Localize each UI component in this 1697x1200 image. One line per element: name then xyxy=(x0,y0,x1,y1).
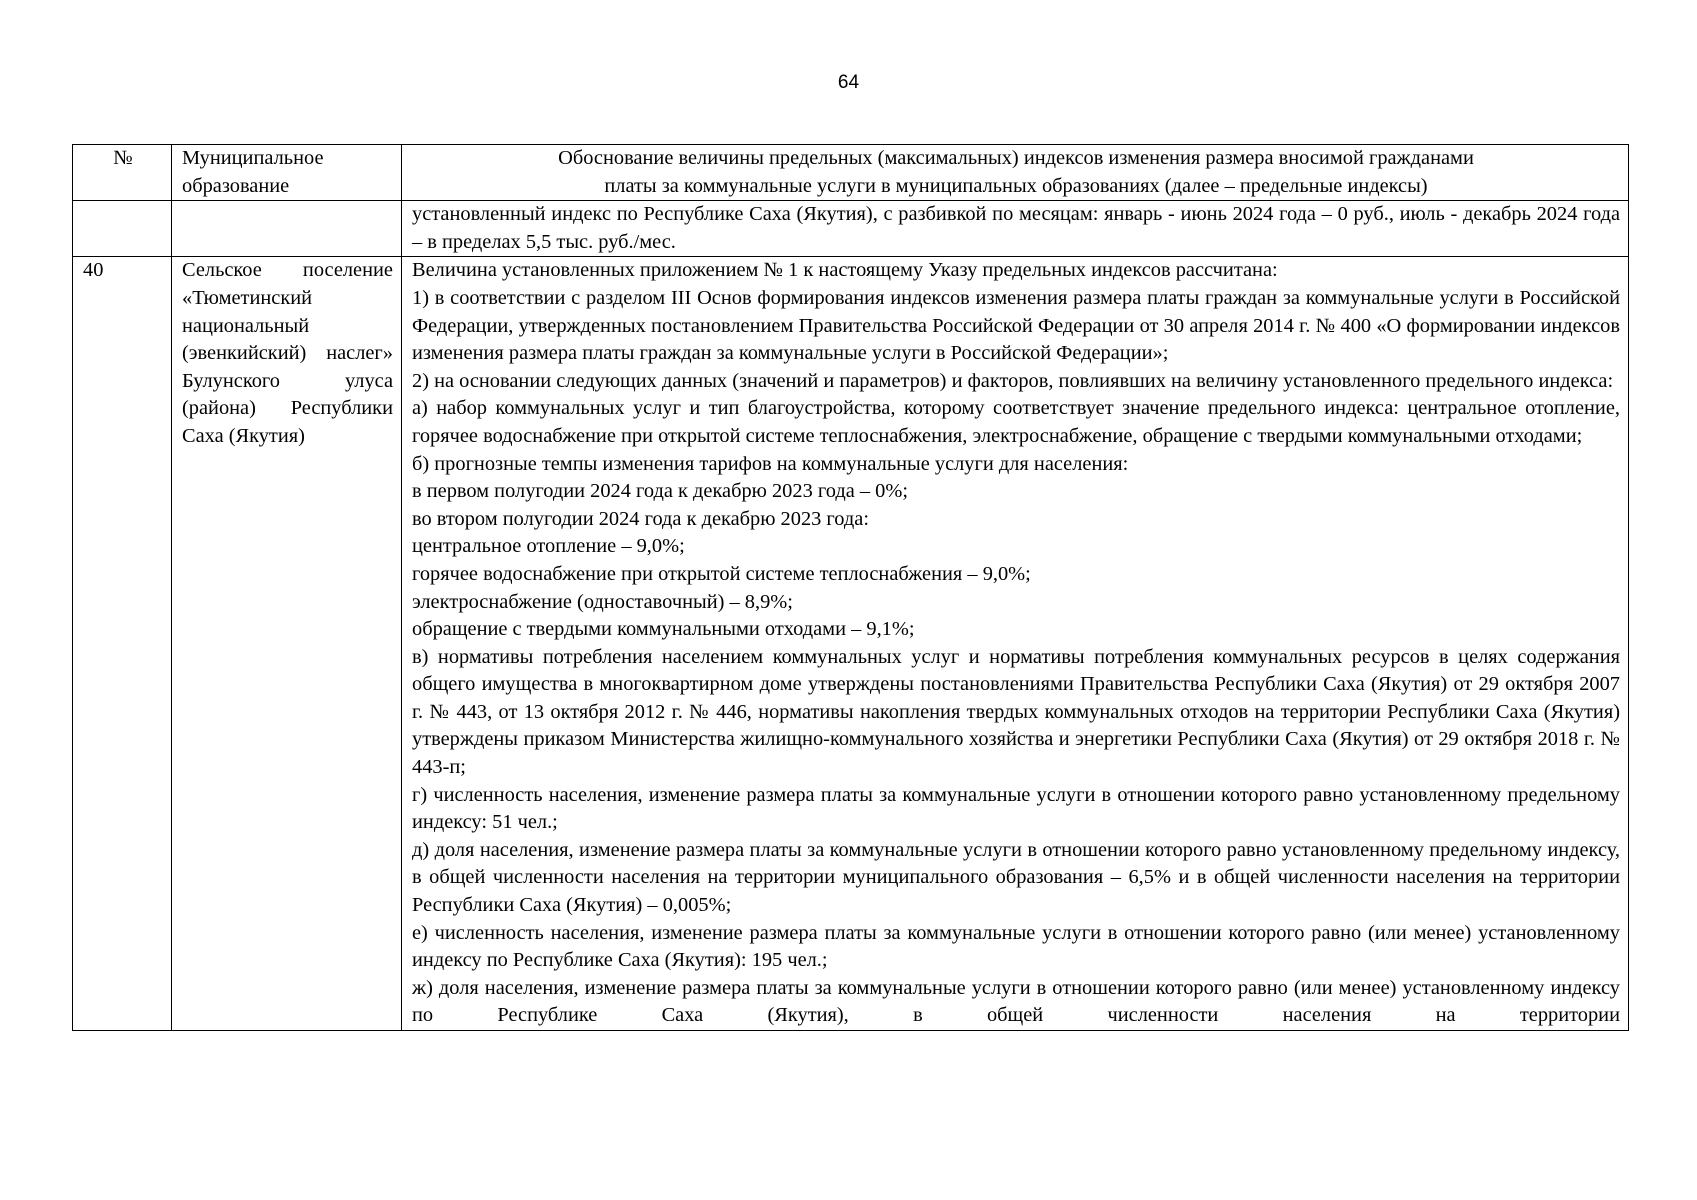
paragraph: г) численность населения, изменение размера платы за коммунальные услуги в отношении которого равно установленному предельному индексу: 51 чел.; xyxy=(412,783,1620,834)
paragraph: центральное отопление – 9,0%; xyxy=(412,535,685,558)
paragraph: б) прогнозные темпы изменения тарифов на коммунальные услуги для населения: xyxy=(412,452,1129,475)
paragraph: во втором полугодии 2024 года к декабрю 2023 года: xyxy=(412,507,869,530)
header-justification-line-1: Обоснование величины предельных (максимальных) индексов изменения размера вносимой гражданами xyxy=(558,147,1474,169)
paragraph: 1) в соответствии с разделом III Основ формирования индексов изменения размера платы граждан за коммунальные услуги в Российской Федерации, утвержденных постановлением Правительства Российской Федерации от 30 апреля 2014 г. № 400 «О формировании индексов изменения размера платы граждан за коммунальные услуги в Российской Федерации»; xyxy=(412,286,1620,365)
page-number: 64 xyxy=(837,72,860,93)
paragraph: е) численность населения, изменение размера платы за коммунальные услуги в отношении которого равно (или менее) установленному индексу по Республике Саха (Якутия): 195 чел.; xyxy=(412,921,1620,972)
table-row-continuation xyxy=(73,201,1629,257)
municipality-name: Сельское поселение «Тюметинский национальный (эвенкийский) наслег» Булунского улуса (района) Республики Саха (Якутия) xyxy=(182,259,393,447)
justification-table xyxy=(72,144,1629,1031)
paragraph: Величина установленных приложением № 1 к настоящему Указу предельных индексов рассчитана: xyxy=(412,259,1278,282)
paragraph: д) доля населения, изменение размера платы за коммунальные услуги в отношении которого равно установленному предельному индексу, в общей численности населения на территории муниципального образования – 6,5% и в общей численности населения на территории Республики Саха (Якутия) – 0,005%; xyxy=(412,838,1620,917)
justification-cell xyxy=(402,257,1629,1031)
continuation-text-cell xyxy=(402,201,1629,257)
continuation-text: установленный индекс по Республике Саха (Якутия), с разбивкой по месяцам: январь - июнь 2024 года – 0 руб., июль - декабрь 2024 года – в пределах 5,5 тыс. руб./мес. xyxy=(412,203,1620,253)
paragraph: электроснабжение (одноставочный) – 8,9%; xyxy=(412,590,793,613)
table-header-row xyxy=(73,145,1629,201)
paragraph: 2) на основании следующих данных (значений и параметров) и факторов, повлиявших на величину установленного предельного индекса: xyxy=(412,369,1614,392)
continuation-number-cell xyxy=(73,201,172,257)
paragraph: в первом полугодии 2024 года к декабрю 2023 года – 0%; xyxy=(412,480,908,503)
header-justification-line-2: платы за коммунальные услуги в муниципальных образованиях (далее – предельные индексы) xyxy=(604,174,1428,197)
header-justification xyxy=(402,145,1629,201)
paragraph: в) нормативы потребления населением коммунальных услуг и нормативы потребления коммунальных ресурсов в целях содержания общего имущества в многоквартирном доме утверждены постановлениями Правительства Республики Саха (Якутия) от 29 октября 2007 г. № 443, от 13 октября 2012 г. № 446, нормативы накопления твердых коммунальных отходов на территории Республики Саха (Якутия) утверждены приказом Министерства жилищно-коммунального хозяйства и энергетики Республики Саха (Якутия) от 29 октября 2018 г. № 443-п; xyxy=(412,645,1620,779)
paragraph: ж) доля населения, изменение размера платы за коммунальные услуги в отношении которого равно (или менее) установленному индексу по Республике Саха (Якутия), в общей численности населения на территории xyxy=(412,976,1620,1027)
table-row-40 xyxy=(73,257,1629,1031)
paragraph: горячее водоснабжение при открытой системе теплоснабжения – 9,0%; xyxy=(412,562,1031,585)
continuation-municipality-cell xyxy=(172,201,402,257)
header-municipality: Муниципальное образование xyxy=(172,145,402,201)
header-number: № xyxy=(73,145,172,201)
row-number: 40 xyxy=(73,257,172,1031)
paragraph: обращение с твердыми коммунальными отходами – 9,1%; xyxy=(412,618,915,641)
municipality-cell xyxy=(172,257,402,1031)
paragraph: а) набор коммунальных услуг и тип благоустройства, которому соответствует значение предельного индекса: центральное отопление, горячее водоснабжение при открытой системе теплоснабжения, электроснабжение, обращение с твердыми коммунальными отходами; xyxy=(412,397,1620,447)
